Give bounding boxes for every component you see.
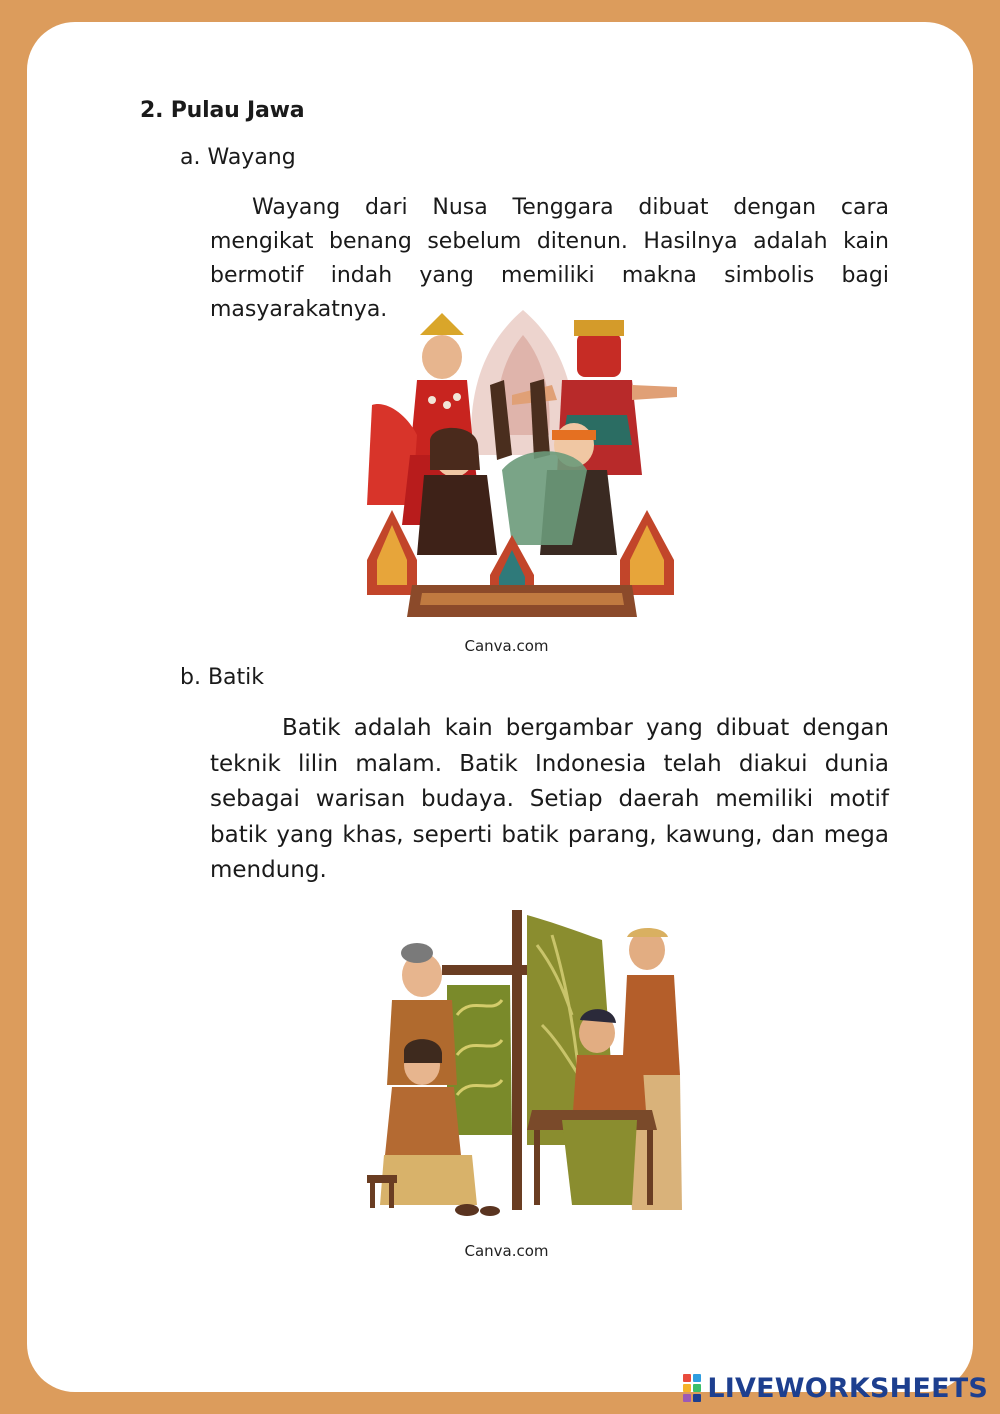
liveworksheets-logo-icon [683, 1374, 701, 1402]
batik-illustration [362, 905, 684, 1225]
brand-name: LIVEWORKSHEETS [707, 1372, 988, 1404]
wayang-heading: a. Wayang [180, 145, 296, 170]
batik-paragraph: Batik adalah kain bergambar yang dibuat dengan teknik lilin malam. Batik Indonesia telah diakui dunia sebagai warisan budaya. Setiap daerah memiliki motif batik yang khas, seperti batik parang, kawung, dan mega mendung. [210, 715, 889, 883]
wayang-caption: Canva.com [464, 637, 549, 655]
batik-heading: b. Batik [180, 665, 265, 690]
wayang-paragraph: Wayang dari Nusa Tenggara dibuat dengan cara mengikat benang sebelum ditenun. Hasilnya adalah kain bermotif indah yang memiliki makna simbolis bagi masyarakatnya. [210, 195, 889, 322]
section-title: 2. Pulau Jawa [140, 98, 305, 123]
batik-caption: Canva.com [464, 1242, 549, 1260]
liveworksheets-brand [683, 1370, 988, 1406]
wayang-illustration [362, 305, 684, 621]
